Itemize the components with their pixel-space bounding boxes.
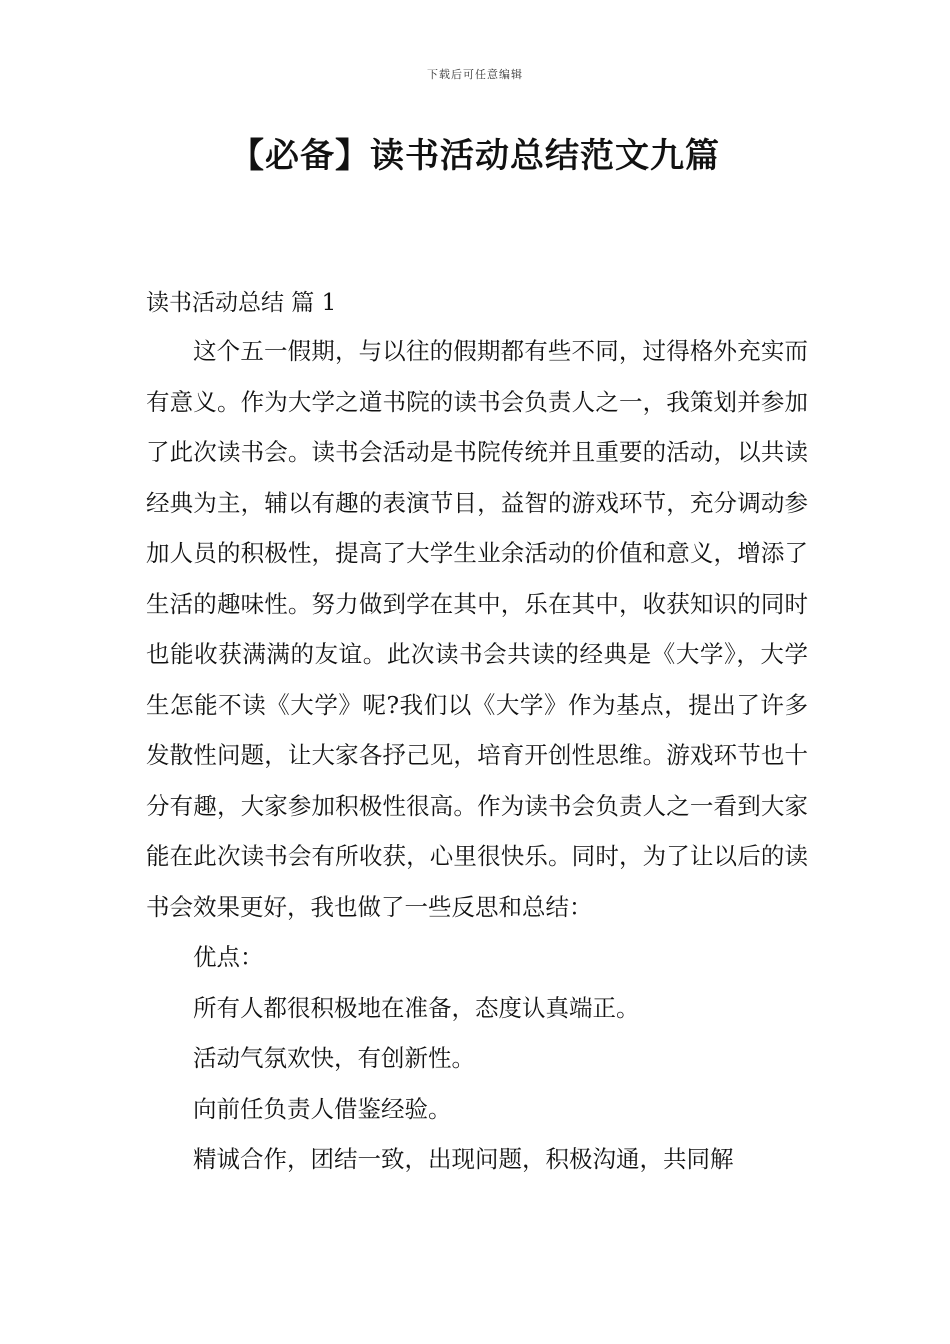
body-paragraph: 这个五一假期，与以往的假期都有些不同，过得格外充实而有意义。作为大学之道书院的读书会负责人之一，我策划并参加了此次读书会。读书会活动是书院传统并且重要的活动，以共读经典为主，辅以有趣的表演节目，益智的游戏环节，充分调动参加人员的积极性，提高了大学生业余活动的价值和意义，增添了生活的趣味性。努力做到学在其中，乐在其中，收获知识的同时也能收获满满的友谊。此次读书会共读的经典是《大学》，大学生怎能不读《大学》呢?我们以《大学》作为基点，提出了许多发散性问题，让大家各抒己见，培育开创性思维。游戏环节也十分有趣，大家参加积极性很高。作为读书会负责人之一看到大家能在此次读书会有所收获，心里很快乐。同时，为了让以后的读书会效果更好，我也做了一些反思和总结： — [146, 337, 808, 921]
list-item: 向前任负责人借鉴经验。 — [193, 1094, 452, 1123]
list-item: 优点： — [193, 943, 264, 971]
section-heading: 读书活动总结 篇 1 — [146, 290, 337, 316]
header-note: 下载后可任意编辑 — [427, 68, 523, 81]
document-body — [146, 326, 808, 1185]
list-item: 精诚合作，团结一致，出现问题，积极沟通，共同解 — [193, 1145, 734, 1173]
list-item: 所有人都很积极地在准备，态度认真端正。 — [193, 993, 640, 1022]
document-title: 【必备】读书活动总结范文九篇 — [230, 136, 720, 176]
list-item: 活动气氛欢快，有创新性。 — [193, 1044, 475, 1072]
